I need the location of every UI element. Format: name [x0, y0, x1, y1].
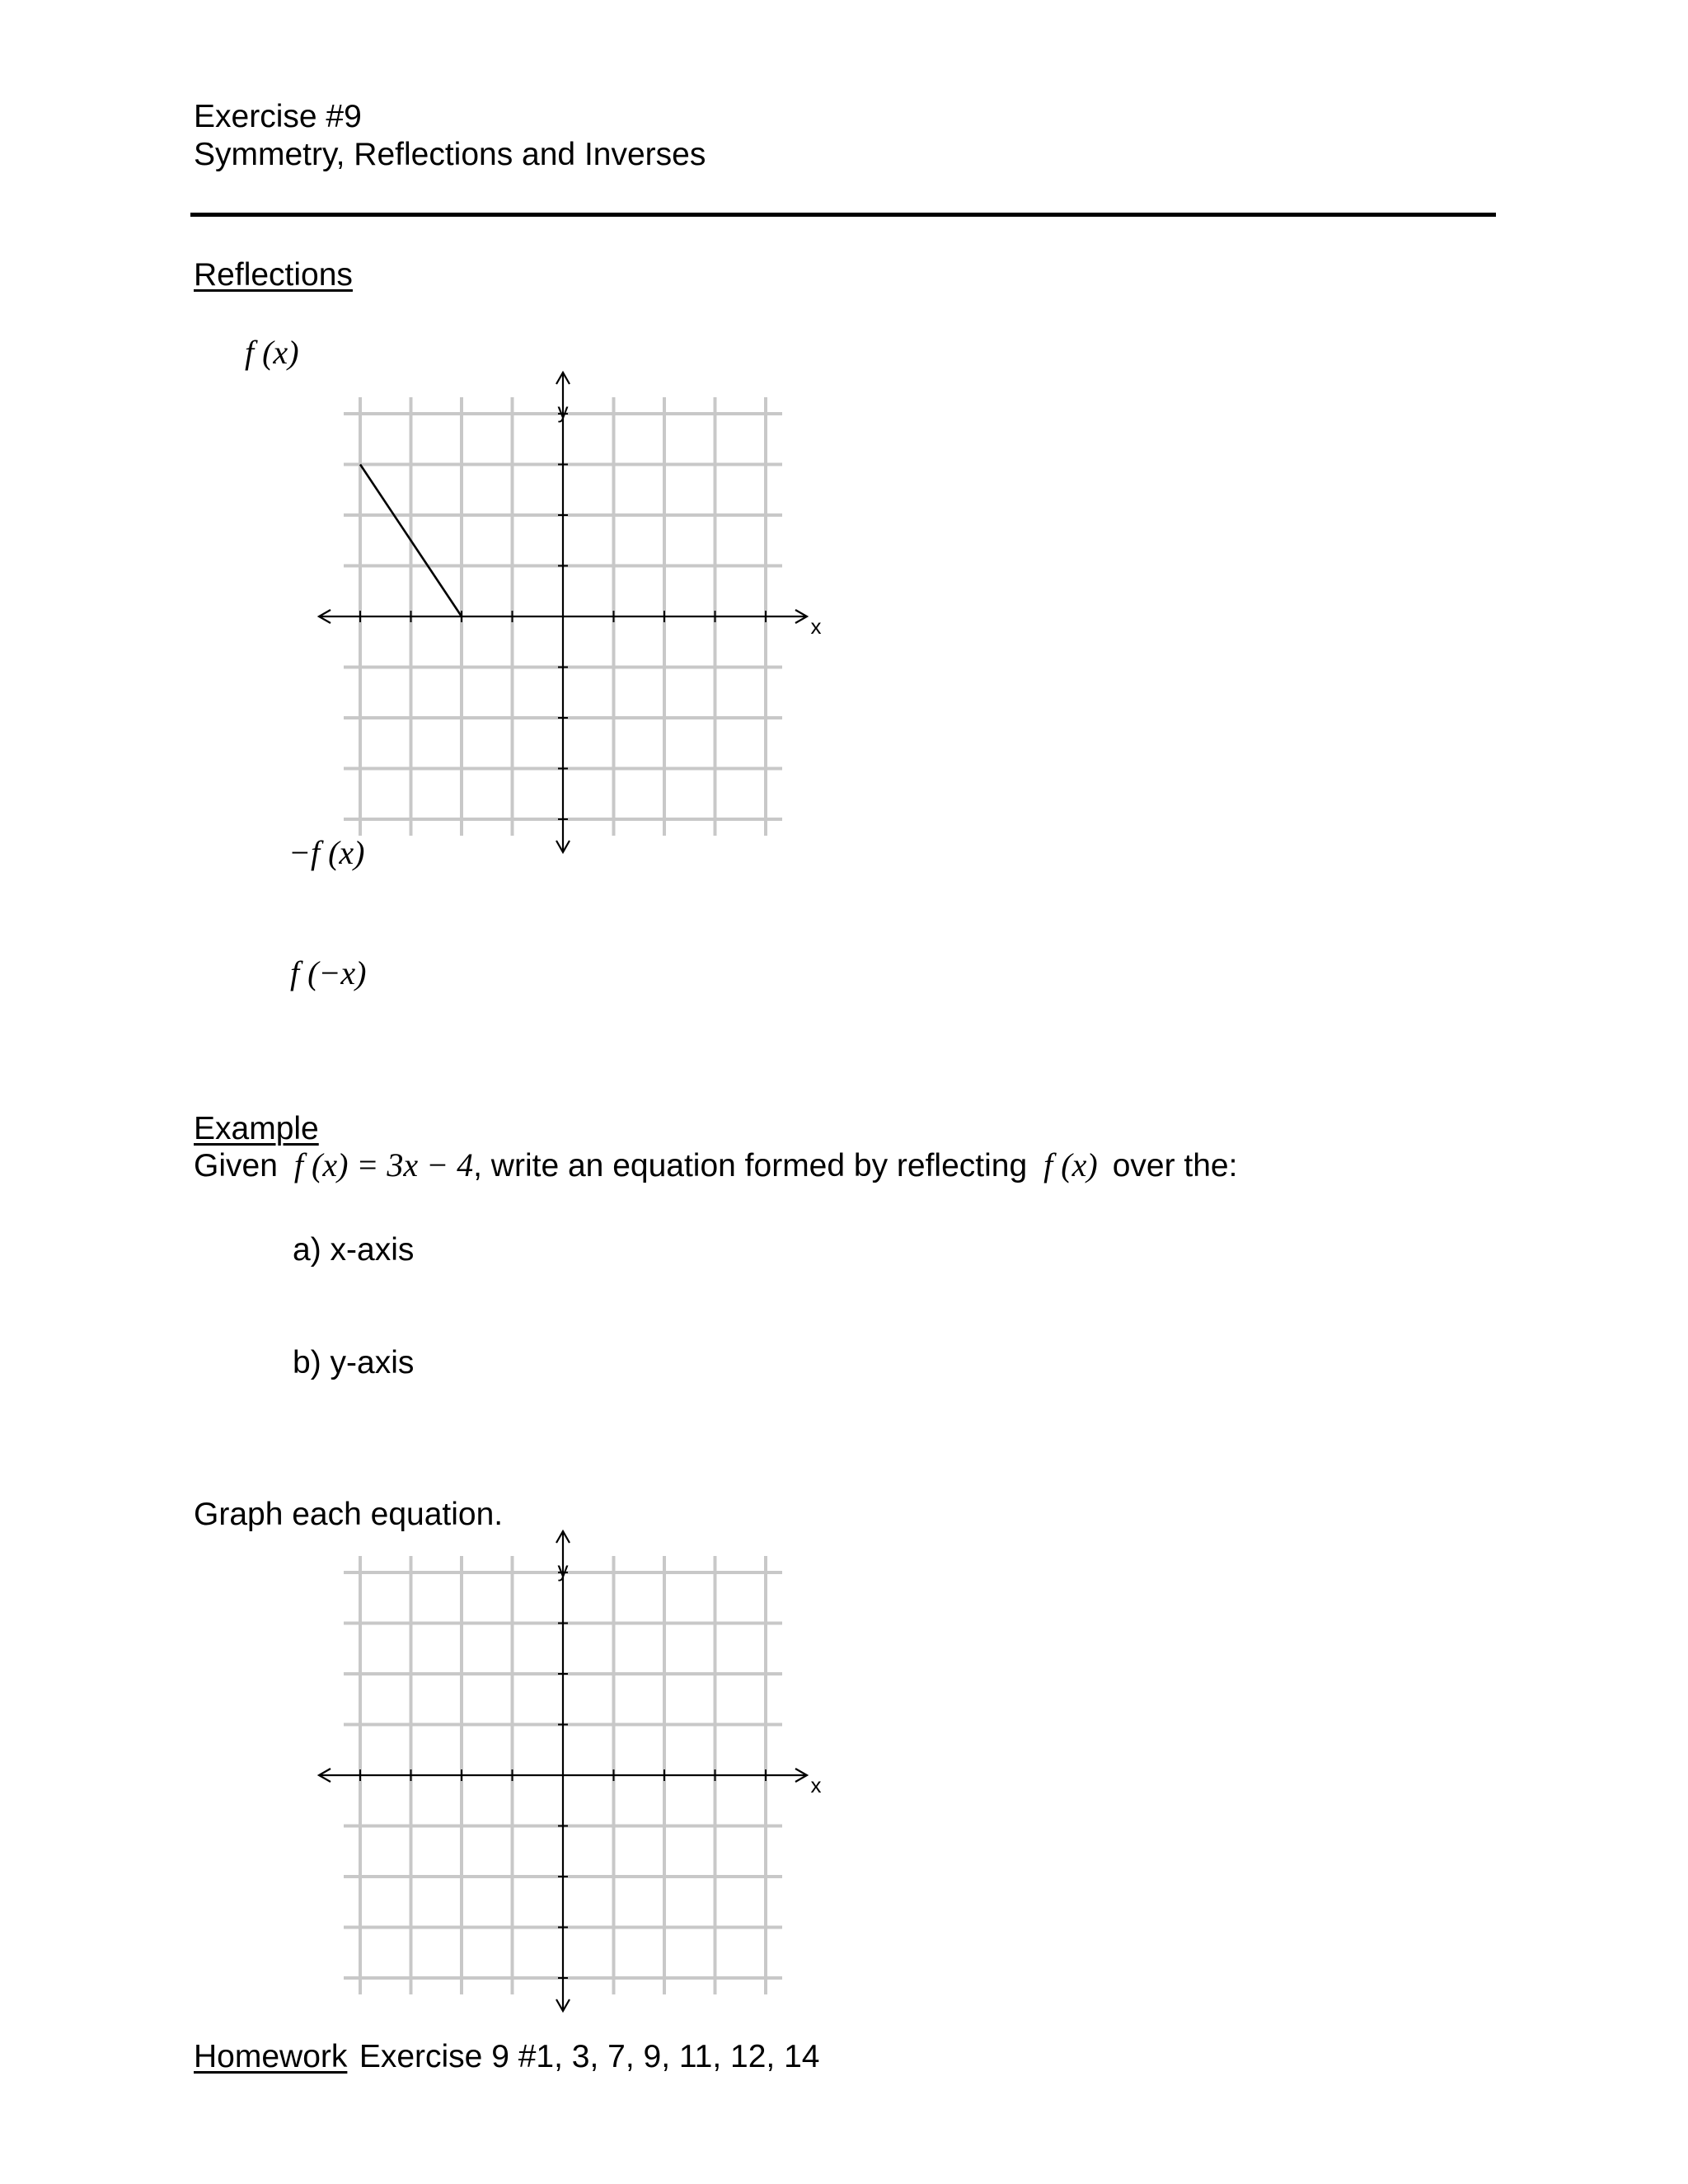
- homework-heading: Homework: [194, 2039, 348, 2074]
- exercise-number: Exercise #9: [194, 99, 362, 134]
- y-axis-label: y: [557, 398, 569, 423]
- over-the-text: over the:: [1112, 1148, 1238, 1183]
- given-equation: f (x) = 3x − 4: [293, 1146, 474, 1183]
- x-axis-label: x: [810, 1773, 822, 1797]
- coordinate-grid-reflections: [305, 397, 822, 819]
- page-title: Symmetry, Reflections and Inverses: [194, 137, 706, 172]
- header-divider: [190, 213, 1496, 217]
- axes: [319, 373, 807, 852]
- given-text: Given: [194, 1148, 278, 1183]
- example-heading: Example: [194, 1111, 319, 1146]
- f-of-neg-x-label: f (−x): [290, 954, 367, 991]
- part-a-x-axis: a) x-axis: [293, 1232, 415, 1268]
- part-b-y-axis: b) y-axis: [293, 1345, 415, 1380]
- graph-instruction: Graph each equation.: [194, 1497, 504, 1532]
- f-of-x-label: f (x): [245, 334, 299, 371]
- example-prompt: [194, 1146, 1238, 1183]
- homework-line: [194, 2041, 819, 2073]
- reflect-text: , write an equation formed by reflecting: [473, 1148, 1028, 1183]
- reflections-heading: Reflections: [194, 257, 353, 293]
- x-axis-label: x: [810, 614, 822, 639]
- f-of-x-inline: f (x): [1043, 1146, 1098, 1183]
- neg-f-of-x-label: −f (x): [288, 834, 365, 871]
- coordinate-grid-blank: [305, 1556, 822, 1978]
- axes: [319, 1531, 807, 2011]
- y-axis-label: y: [557, 1557, 569, 1582]
- homework-assignment: Exercise 9 #1, 3, 7, 9, 11, 12, 14: [359, 2039, 820, 2074]
